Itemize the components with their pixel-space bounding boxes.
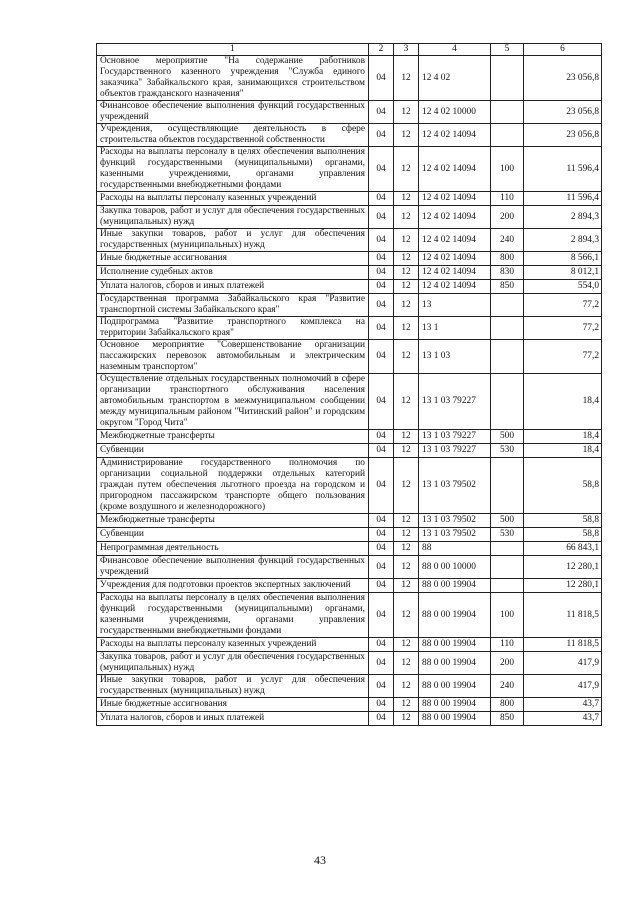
cell-pr: 12 [394, 317, 419, 340]
column-header-sum: 6 [524, 44, 602, 56]
cell-csr: 13 1 03 79227 [419, 430, 491, 444]
cell-rz: 04 [369, 101, 394, 124]
cell-vr: 110 [491, 192, 524, 206]
cell-name: Межбюджетные трансферты [97, 430, 369, 444]
cell-vr [491, 56, 524, 101]
cell-rz: 04 [369, 147, 394, 192]
cell-vr: 850 [491, 280, 524, 294]
cell-rz: 04 [369, 579, 394, 593]
cell-pr: 12 [394, 340, 419, 374]
cell-name: Иные закупки товаров, работ и услуг для обеспечения государственных (муниципальных) нужд [97, 675, 369, 698]
cell-pr: 12 [394, 698, 419, 712]
cell-sum: 23 056,8 [524, 124, 602, 147]
cell-name: Закупка товаров, работ и услуг для обеспечения государственных (муниципальных) нужд [97, 652, 369, 675]
column-header-vr: 5 [491, 44, 524, 56]
table-row [97, 430, 602, 444]
cell-pr: 12 [394, 556, 419, 579]
cell-csr: 12 4 02 14094 [419, 206, 491, 229]
cell-rz: 04 [369, 652, 394, 675]
cell-sum: 554,0 [524, 280, 602, 294]
table-row [97, 147, 602, 192]
cell-csr: 12 4 02 14094 [419, 192, 491, 206]
cell-pr: 12 [394, 444, 419, 458]
cell-pr: 12 [394, 374, 419, 430]
cell-pr: 12 [394, 192, 419, 206]
cell-csr: 12 4 02 10000 [419, 101, 491, 124]
cell-rz: 04 [369, 124, 394, 147]
cell-rz: 04 [369, 542, 394, 556]
table-row [97, 579, 602, 593]
cell-pr: 12 [394, 638, 419, 652]
table-row [97, 340, 602, 374]
table-row [97, 124, 602, 147]
table-row [97, 252, 602, 266]
cell-vr [491, 458, 524, 514]
cell-rz: 04 [369, 192, 394, 206]
cell-vr [491, 124, 524, 147]
cell-pr: 12 [394, 430, 419, 444]
cell-vr [491, 542, 524, 556]
cell-name: Расходы на выплаты персоналу казенных учреждений [97, 638, 369, 652]
cell-pr: 12 [394, 101, 419, 124]
cell-sum: 23 056,8 [524, 56, 602, 101]
cell-csr: 12 4 02 [419, 56, 491, 101]
cell-sum: 8 012,1 [524, 266, 602, 280]
cell-csr: 12 4 02 14094 [419, 266, 491, 280]
cell-rz: 04 [369, 252, 394, 266]
cell-csr: 12 4 02 14094 [419, 252, 491, 266]
cell-vr: 500 [491, 430, 524, 444]
cell-vr: 500 [491, 514, 524, 528]
cell-vr: 800 [491, 252, 524, 266]
cell-rz: 04 [369, 280, 394, 294]
cell-rz: 04 [369, 528, 394, 542]
table-row [97, 101, 602, 124]
cell-sum: 66 843,1 [524, 542, 602, 556]
cell-name: Основное мероприятие "На содержание работников Государственного казенного учреждения "Служба единого заказчика" Забайкальского края, занимающихся строительством объектов гражданского назначения" [97, 56, 369, 101]
cell-csr: 13 1 03 79227 [419, 374, 491, 430]
cell-rz: 04 [369, 593, 394, 638]
cell-name: Расходы на выплаты персоналу казенных учреждений [97, 192, 369, 206]
cell-vr: 100 [491, 147, 524, 192]
table-row [97, 675, 602, 698]
table-row [97, 192, 602, 206]
cell-vr: 110 [491, 638, 524, 652]
cell-name: Уплата налогов, сборов и иных платежей [97, 712, 369, 726]
cell-pr: 12 [394, 252, 419, 266]
table-row [97, 712, 602, 726]
cell-vr: 240 [491, 229, 524, 252]
cell-name: Субвенции [97, 528, 369, 542]
table-row [97, 542, 602, 556]
cell-vr [491, 294, 524, 317]
cell-pr: 12 [394, 147, 419, 192]
cell-pr: 12 [394, 675, 419, 698]
column-header-rz: 2 [369, 44, 394, 56]
cell-pr: 12 [394, 652, 419, 675]
cell-csr: 88 0 00 19904 [419, 593, 491, 638]
cell-sum: 77,2 [524, 340, 602, 374]
cell-sum: 58,8 [524, 528, 602, 542]
column-header-csr: 4 [419, 44, 491, 56]
cell-vr: 830 [491, 266, 524, 280]
table-row [97, 266, 602, 280]
table-row [97, 374, 602, 430]
cell-sum: 12 280,1 [524, 556, 602, 579]
cell-rz: 04 [369, 317, 394, 340]
cell-vr [491, 579, 524, 593]
cell-csr: 12 4 02 14094 [419, 147, 491, 192]
cell-name: Иные бюджетные ассигнования [97, 252, 369, 266]
cell-csr: 12 4 02 14094 [419, 280, 491, 294]
table-row [97, 593, 602, 638]
cell-rz: 04 [369, 638, 394, 652]
cell-sum: 77,2 [524, 317, 602, 340]
cell-rz: 04 [369, 458, 394, 514]
cell-csr: 88 [419, 542, 491, 556]
table-row [97, 317, 602, 340]
cell-pr: 12 [394, 514, 419, 528]
cell-csr: 12 4 02 14094 [419, 124, 491, 147]
table-row [97, 514, 602, 528]
cell-sum: 77,2 [524, 294, 602, 317]
cell-vr: 800 [491, 698, 524, 712]
cell-name: Государственная программа Забайкальского края "Развитие транспортной системы Забайкальского края" [97, 294, 369, 317]
table-row [97, 528, 602, 542]
table-row [97, 206, 602, 229]
cell-csr: 88 0 00 19904 [419, 712, 491, 726]
cell-name: Иные бюджетные ассигнования [97, 698, 369, 712]
cell-csr: 88 0 00 19904 [419, 638, 491, 652]
cell-rz: 04 [369, 698, 394, 712]
cell-csr: 13 1 [419, 317, 491, 340]
cell-pr: 12 [394, 266, 419, 280]
cell-sum: 12 280,1 [524, 579, 602, 593]
cell-name: Расходы на выплаты персоналу в целях обеспечения выполнения функций государственными (муниципальными) органами, казенными учреждениями, органами управления государственными внебюджетными фондами [97, 147, 369, 192]
cell-vr: 530 [491, 528, 524, 542]
cell-name: Учреждения, осуществляющие деятельность в сфере строительства объектов государственной собственности [97, 124, 369, 147]
cell-name: Финансовое обеспечение выполнения функций государственных учреждений [97, 101, 369, 124]
cell-name: Администрирование государственного полномочия по организации социальной поддержки отдельных категорий граждан путем обеспечения льготного проезда на городском и пригородном пассажирском транспорте общего пользования (кроме воздушного и железнодорожного) [97, 458, 369, 514]
cell-csr: 12 4 02 14094 [419, 229, 491, 252]
cell-csr: 13 1 03 79502 [419, 514, 491, 528]
page-number: 43 [314, 853, 326, 867]
cell-name: Закупка товаров, работ и услуг для обеспечения государственных (муниципальных) нужд [97, 206, 369, 229]
cell-rz: 04 [369, 294, 394, 317]
cell-name: Исполнение судебных актов [97, 266, 369, 280]
cell-name: Учреждения для подготовки проектов экспертных заключений [97, 579, 369, 593]
cell-sum: 11 818,5 [524, 593, 602, 638]
cell-name: Иные закупки товаров, работ и услуг для обеспечения государственных (муниципальных) нужд [97, 229, 369, 252]
cell-csr: 88 0 00 10000 [419, 556, 491, 579]
cell-pr: 12 [394, 579, 419, 593]
header-row [97, 44, 602, 56]
cell-csr: 13 1 03 [419, 340, 491, 374]
table-row [97, 698, 602, 712]
table-row [97, 280, 602, 294]
cell-vr: 200 [491, 652, 524, 675]
cell-pr: 12 [394, 229, 419, 252]
cell-name: Межбюджетные трансферты [97, 514, 369, 528]
cell-csr: 88 0 00 19904 [419, 675, 491, 698]
cell-name: Финансовое обеспечение выполнения функций государственных учреждений [97, 556, 369, 579]
table-row [97, 556, 602, 579]
cell-csr: 13 [419, 294, 491, 317]
table-row [97, 638, 602, 652]
cell-pr: 12 [394, 458, 419, 514]
cell-vr: 850 [491, 712, 524, 726]
cell-sum: 18,4 [524, 430, 602, 444]
cell-pr: 12 [394, 528, 419, 542]
cell-sum: 43,7 [524, 698, 602, 712]
cell-pr: 12 [394, 206, 419, 229]
cell-vr [491, 340, 524, 374]
cell-pr: 12 [394, 294, 419, 317]
table-row [97, 229, 602, 252]
cell-csr: 88 0 00 19904 [419, 579, 491, 593]
cell-sum: 2 894,3 [524, 206, 602, 229]
cell-pr: 12 [394, 280, 419, 294]
cell-sum: 11 818,5 [524, 638, 602, 652]
cell-name: Подпрограмма "Развитие транспортного комплекса на территории Забайкальского края" [97, 317, 369, 340]
cell-name: Основное мероприятие "Совершенствование организации пассажирских перевозок автомобильным и электрическим наземным транспортом" [97, 340, 369, 374]
cell-rz: 04 [369, 430, 394, 444]
cell-name: Непрограммная деятельность [97, 542, 369, 556]
cell-vr: 530 [491, 444, 524, 458]
cell-vr: 200 [491, 206, 524, 229]
cell-pr: 12 [394, 56, 419, 101]
cell-name: Уплата налогов, сборов и иных платежей [97, 280, 369, 294]
cell-rz: 04 [369, 675, 394, 698]
cell-rz: 04 [369, 229, 394, 252]
cell-vr [491, 101, 524, 124]
cell-csr: 88 0 00 19904 [419, 652, 491, 675]
cell-csr: 13 1 03 79502 [419, 458, 491, 514]
cell-sum: 18,4 [524, 444, 602, 458]
cell-csr: 13 1 03 79227 [419, 444, 491, 458]
column-header-name: 1 [97, 44, 369, 56]
table-row [97, 56, 602, 101]
cell-sum: 58,8 [524, 514, 602, 528]
cell-sum: 2 894,3 [524, 229, 602, 252]
table-row [97, 652, 602, 675]
cell-name: Осуществление отдельных государственных полномочий в сфере организации транспортного обслуживания населения автомобильным транспортом в межмуниципальном сообщении между муниципальным районом "Читинский район" и городским округом "Город Чита" [97, 374, 369, 430]
cell-rz: 04 [369, 556, 394, 579]
cell-vr [491, 556, 524, 579]
cell-sum: 23 056,8 [524, 101, 602, 124]
cell-pr: 12 [394, 712, 419, 726]
cell-rz: 04 [369, 56, 394, 101]
cell-sum: 58,8 [524, 458, 602, 514]
cell-rz: 04 [369, 712, 394, 726]
cell-rz: 04 [369, 206, 394, 229]
cell-name: Расходы на выплаты персоналу в целях обеспечения выполнения функций государственными (муниципальными) органами, казенными учреждениями, органами управления государственными внебюджетными фондами [97, 593, 369, 638]
table-row [97, 458, 602, 514]
cell-sum: 8 566,1 [524, 252, 602, 266]
cell-vr: 240 [491, 675, 524, 698]
cell-name: Субвенции [97, 444, 369, 458]
cell-vr: 100 [491, 593, 524, 638]
cell-rz: 04 [369, 444, 394, 458]
column-header-pr: 3 [394, 44, 419, 56]
cell-csr: 13 1 03 79502 [419, 528, 491, 542]
cell-vr [491, 317, 524, 340]
cell-rz: 04 [369, 514, 394, 528]
cell-sum: 43,7 [524, 712, 602, 726]
cell-pr: 12 [394, 124, 419, 147]
table-body [97, 56, 602, 726]
cell-sum: 11 596,4 [524, 147, 602, 192]
cell-pr: 12 [394, 542, 419, 556]
table-row [97, 444, 602, 458]
cell-sum: 11 596,4 [524, 192, 602, 206]
cell-rz: 04 [369, 266, 394, 280]
budget-table [96, 43, 602, 726]
cell-csr: 88 0 00 19904 [419, 698, 491, 712]
cell-vr [491, 374, 524, 430]
cell-sum: 417,9 [524, 652, 602, 675]
cell-pr: 12 [394, 593, 419, 638]
cell-sum: 417,9 [524, 675, 602, 698]
cell-rz: 04 [369, 340, 394, 374]
cell-sum: 18,4 [524, 374, 602, 430]
cell-rz: 04 [369, 374, 394, 430]
table-row [97, 294, 602, 317]
